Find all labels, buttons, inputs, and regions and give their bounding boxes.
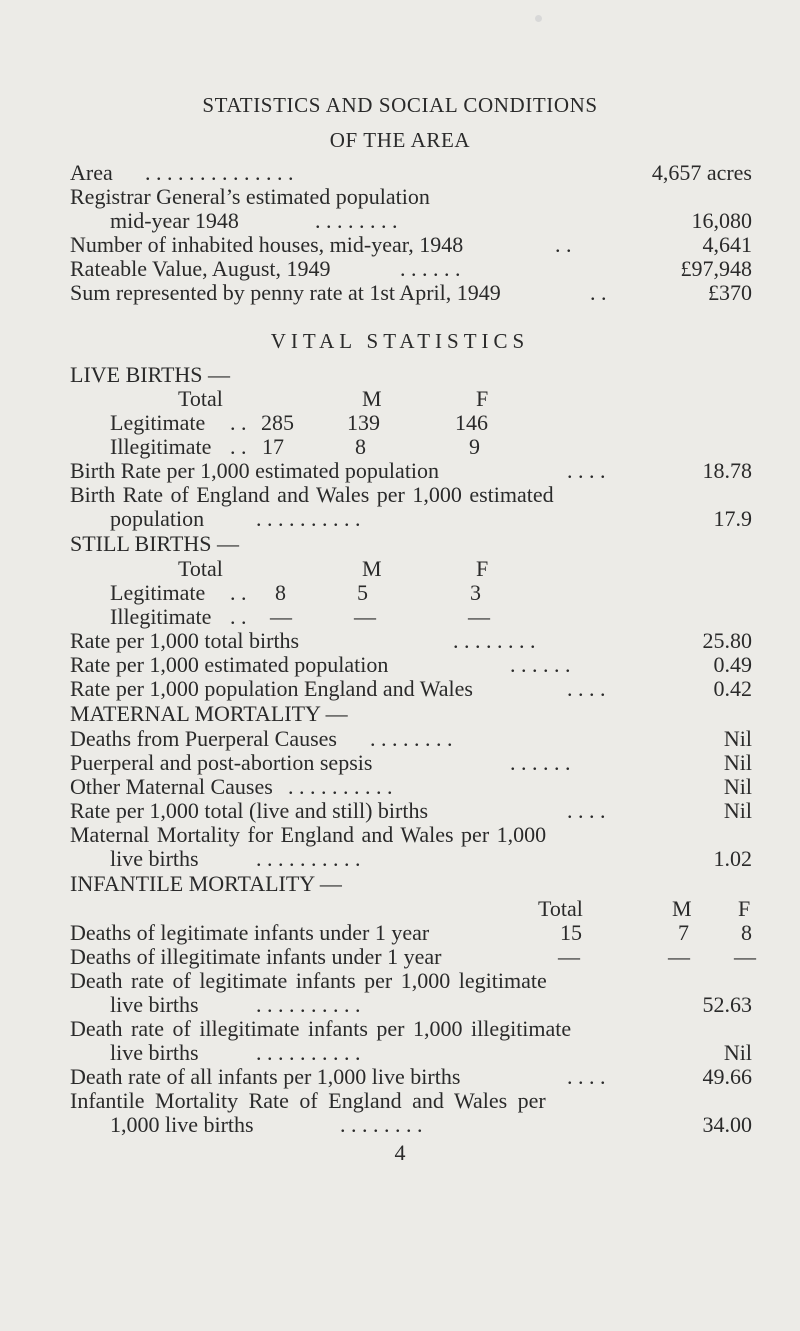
legit-rate-label: Death rate of legitimate infants per 1,000 legitimate	[70, 968, 547, 993]
puerperal-deaths-value: Nil	[723, 726, 752, 751]
area-value: 4,657 acres	[651, 160, 752, 185]
legit-infant-deaths-f: 8	[741, 920, 752, 945]
area-label: Area	[70, 160, 113, 185]
live-legit-dots: . .	[230, 410, 247, 435]
live-legit-m: 139	[347, 410, 380, 435]
all-infants-rate-value: 49.66	[702, 1064, 752, 1089]
puerperal-deaths-dots: . . . . . . . .	[370, 726, 453, 751]
sepsis-value: Nil	[723, 750, 752, 775]
smudge-mark	[535, 15, 542, 22]
live-births-heading: LIVE BIRTHS —	[70, 362, 231, 387]
legit-rate-dots: . . . . . . . . . .	[256, 992, 361, 1017]
still-rate-total-dots: . . . . . . . .	[453, 628, 536, 653]
still-rate-ew-dots: . . . .	[567, 676, 606, 701]
illegit-rate-dots: . . . . . . . . . .	[256, 1040, 361, 1065]
birth-rate-dots: . . . .	[567, 458, 606, 483]
maternal-heading: MATERNAL MORTALITY —	[70, 701, 348, 726]
page-title: STATISTICS AND SOCIAL CONDITIONS	[202, 93, 598, 117]
maternal-ew-value: 1.02	[713, 846, 752, 871]
penny-rate-dots: . .	[590, 280, 607, 305]
infantile-heading: INFANTILE MORTALITY —	[70, 871, 342, 896]
rateable-value: £97,948	[680, 256, 752, 281]
population-value: 16,080	[691, 208, 752, 233]
still-births-col-m: M	[362, 556, 382, 581]
still-illegit-total: —	[270, 604, 292, 629]
ew-birth-rate-dots: . . . . . . . . . .	[256, 506, 361, 531]
infant-ew-dots: . . . . . . . .	[340, 1112, 423, 1137]
section-title: VITAL STATISTICS	[270, 329, 530, 353]
still-illegit-dots: . .	[230, 604, 247, 629]
still-rate-total-value: 25.80	[702, 628, 752, 653]
still-legit-total: 8	[275, 580, 286, 605]
maternal-ew-label-2: live births	[110, 846, 199, 871]
live-illegit-total: 17	[262, 434, 284, 459]
still-legit-m: 5	[357, 580, 368, 605]
maternal-rate-label: Rate per 1,000 total (live and still) births	[70, 798, 429, 823]
page-number: 4	[394, 1140, 406, 1165]
infantile-col-total: Total	[538, 896, 583, 921]
illegit-infant-deaths-f: —	[734, 944, 756, 969]
ew-birth-rate-label: Birth Rate of England and Wales per 1,000 estimated	[70, 482, 554, 507]
maternal-ew-label: Maternal Mortality for England and Wales per 1,000	[70, 822, 547, 847]
illegit-infant-deaths-total: —	[558, 944, 580, 969]
other-maternal-label: Other Maternal Causes	[70, 774, 273, 799]
illegit-rate-label: Death rate of illegitimate infants per 1,000 illegitimate	[70, 1016, 572, 1041]
legit-rate-label-2: live births	[110, 992, 199, 1017]
live-illegit-dots: . .	[230, 434, 247, 459]
still-births-heading: STILL BIRTHS —	[70, 531, 239, 556]
still-births-col-f: F	[476, 556, 489, 581]
infant-ew-label: Infantile Mortality Rate of England and Wales per	[70, 1088, 546, 1113]
ew-birth-rate-label-2: population	[110, 506, 205, 531]
live-illegit-f: 9	[469, 434, 480, 459]
still-rate-ew-label: Rate per 1,000 population England and Wales	[70, 676, 473, 701]
still-illegit-label: Illegitimate	[110, 604, 212, 629]
maternal-rate-value: Nil	[723, 798, 752, 823]
still-legit-dots: . .	[230, 580, 247, 605]
puerperal-deaths-label: Deaths from Puerperal Causes	[70, 726, 337, 751]
live-legit-label: Legitimate	[110, 410, 206, 435]
live-legit-total: 285	[261, 410, 294, 435]
birth-rate-label: Birth Rate per 1,000 estimated population	[70, 458, 440, 483]
population-label: Registrar General’s estimated population	[70, 184, 430, 209]
area-dots: . . . . . . . . . . . . . .	[145, 160, 294, 185]
all-infants-rate-label: Death rate of all infants per 1,000 live births	[70, 1064, 461, 1089]
population-label-2: mid-year 1948	[110, 208, 239, 233]
penny-rate-value: £370	[708, 280, 752, 305]
live-illegit-label: Illegitimate	[110, 434, 212, 459]
maternal-rate-dots: . . . .	[567, 798, 606, 823]
birth-rate-value: 18.78	[702, 458, 752, 483]
still-legit-f: 3	[470, 580, 481, 605]
ew-birth-rate-value: 17.9	[713, 506, 752, 531]
legit-infant-deaths-total: 15	[560, 920, 582, 945]
illegit-rate-value: Nil	[723, 1040, 752, 1065]
still-rate-total-label: Rate per 1,000 total births	[70, 628, 300, 653]
other-maternal-value: Nil	[723, 774, 752, 799]
other-maternal-dots: . . . . . . . . . .	[288, 774, 393, 799]
live-legit-f: 146	[455, 410, 488, 435]
still-illegit-m: —	[354, 604, 376, 629]
page-subtitle: OF THE AREA	[329, 128, 471, 152]
illegit-infant-deaths-label: Deaths of illegitimate infants under 1 year	[70, 944, 442, 969]
legit-infant-deaths-label: Deaths of legitimate infants under 1 year	[70, 920, 430, 945]
legit-infant-deaths-m: 7	[678, 920, 689, 945]
houses-value: 4,641	[702, 232, 752, 257]
live-births-col-total: Total	[178, 386, 223, 411]
still-rate-pop-dots: . . . . . .	[510, 652, 571, 677]
still-births-col-total: Total	[178, 556, 223, 581]
still-illegit-f: —	[468, 604, 490, 629]
still-legit-label: Legitimate	[110, 580, 206, 605]
houses-dots: . .	[555, 232, 572, 257]
sepsis-dots: . . . . . .	[510, 750, 571, 775]
still-rate-pop-value: 0.49	[713, 652, 752, 677]
infantile-col-f: F	[738, 896, 751, 921]
infant-ew-value: 34.00	[702, 1112, 752, 1137]
rateable-dots: . . . . . .	[400, 256, 461, 281]
all-infants-rate-dots: . . . .	[567, 1064, 606, 1089]
population-dots: . . . . . . . .	[315, 208, 398, 233]
illegit-infant-deaths-m: —	[668, 944, 690, 969]
houses-label: Number of inhabited houses, mid-year, 1948	[70, 232, 464, 257]
live-illegit-m: 8	[355, 434, 366, 459]
live-births-col-m: M	[362, 386, 382, 411]
illegit-rate-label-2: live births	[110, 1040, 199, 1065]
live-births-col-f: F	[476, 386, 489, 411]
infantile-col-m: M	[672, 896, 692, 921]
rateable-label: Rateable Value, August, 1949	[70, 256, 331, 281]
infant-ew-label-2: 1,000 live births	[110, 1112, 254, 1137]
legit-rate-value: 52.63	[702, 992, 752, 1017]
penny-rate-label: Sum represented by penny rate at 1st April, 1949	[70, 280, 501, 305]
still-rate-ew-value: 0.42	[713, 676, 752, 701]
still-rate-pop-label: Rate per 1,000 estimated population	[70, 652, 389, 677]
maternal-ew-dots: . . . . . . . . . .	[256, 846, 361, 871]
sepsis-label: Puerperal and post-abortion sepsis	[70, 750, 373, 775]
